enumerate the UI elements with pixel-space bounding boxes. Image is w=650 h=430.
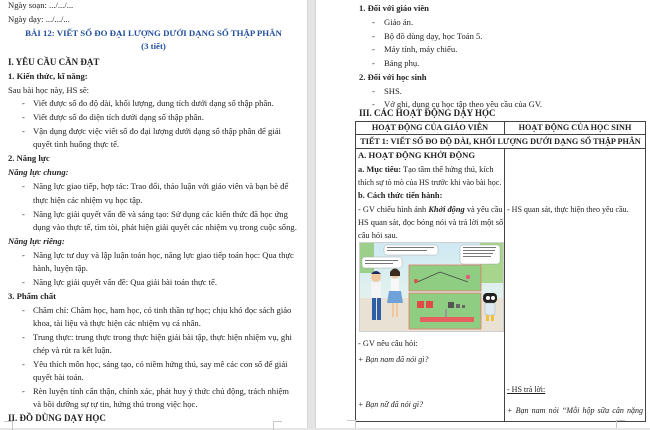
section-heading-activities: III. CÁC HOẠT ĐỘNG DẠY HỌC — [359, 108, 496, 118]
bullet-dash: - — [22, 277, 25, 287]
teacher-item: Bộ đồ dùng dạy, học Toán 5. — [384, 31, 483, 41]
specific-item: Năng lực giải quyết vấn đề: Qua giải bài toán thực tế. — [33, 277, 217, 287]
table-period-row: TIẾT 1: VIẾT SỐ ĐO ĐỘ DÀI, KHỐI LƯỢNG DƯỚI DẠNG SỐ THẬP PHÂN — [360, 137, 641, 146]
question-boy: + Bạn nam đã nói gì? — [358, 355, 429, 364]
bullet-dash: - — [22, 386, 25, 396]
goal-text: Tạo tâm thế hứng thú, kích — [401, 165, 494, 174]
question-girl: + Bạn nữ đã nói gì? — [358, 400, 424, 409]
hs-answer-boy: + Bạn nam nói “Mỗi hộp sữa cân nặng — [507, 406, 643, 415]
bullet-dash: - — [22, 359, 25, 369]
quality-item-cont: khoa, tài liệu và thực hiện các nhiệm vụ cá nhân. — [33, 318, 201, 328]
bullet-dash: - — [372, 86, 375, 96]
quality-item: Trung thực: trung thực trong thực hiện giải bài tập, thực hiện nhiệm vụ, ghi — [33, 332, 292, 342]
section-heading-materials: II. ĐỒ DÙNG DẠY HỌC — [8, 413, 106, 423]
gv-instruction-cont: HS quan sát, đọc bóng nói và trả lời một số — [358, 218, 504, 227]
teacher-item: Máy tính, máy chiếu. — [384, 44, 458, 54]
goal-text-cont: thích sự tò mò của HS trước khi vào bài học. — [358, 178, 502, 187]
hs-answer-label: - HS trả lời: — [507, 385, 546, 394]
goal-line — [358, 164, 494, 175]
knowledge-item: Vận dụng được việc viết số đo đại lượng dưới dạng số thập phân để giải — [33, 126, 281, 136]
bullet-dash: - — [22, 209, 25, 219]
competence-heading: 2. Năng lực — [8, 153, 50, 163]
quality-item-cont: và bồi dưỡng sự tự tin, hứng thú trong việc học. — [33, 399, 198, 409]
bullet-dash: - — [372, 44, 375, 54]
document-page-left — [0, 0, 307, 428]
page-margin-mark — [273, 421, 282, 430]
bullet-dash: - — [372, 17, 375, 27]
competence-item-cont: thực hiện các nhiệm vụ học tập. — [33, 195, 143, 205]
gv-instruction — [358, 204, 503, 215]
teacher-materials-heading: 1. Đối với giáo viên — [359, 3, 429, 13]
table-border — [355, 121, 356, 422]
specific-item: Năng lực tư duy và lập luận toán học, năng lực giao tiếp toán học: Qua thực — [33, 250, 294, 260]
student-item: SHS. — [384, 86, 402, 96]
bullet-dash: - — [372, 58, 375, 68]
document-page-right — [316, 0, 650, 428]
method-label: b. Cách thức tiến hành: — [358, 191, 443, 200]
activity-heading: A. HOẠT ĐỘNG KHỞI ĐỘNG — [358, 150, 476, 160]
table-header-student: HOẠT ĐỘNG CỦA HỌC SINH — [518, 123, 632, 132]
table-border — [645, 121, 646, 422]
bullet-dash: - — [22, 250, 25, 260]
bullet-dash: - — [22, 181, 25, 191]
date-prepared: Ngày soạn: .../.../... — [8, 0, 74, 10]
gv-instruction-text: - GV chiếu hình ảnh — [358, 205, 429, 214]
bullet-dash: - — [372, 31, 375, 41]
qualities-heading: 3. Phẩm chất — [8, 291, 56, 301]
gv-instruction-text: và yêu cầu — [464, 205, 503, 214]
table-header-teacher: HOẠT ĐỘNG CỦA GIÁO VIÊN — [371, 123, 489, 132]
page-gutter — [307, 0, 316, 428]
table-column-divider — [504, 148, 505, 422]
bullet-dash: - — [22, 332, 25, 342]
specific-competence-heading: Năng lực riêng: — [8, 236, 65, 246]
knowledge-item: Viết được số đo độ dài, khối lượng, dung tích dưới dạng số thập phân. — [33, 98, 274, 108]
student-materials-heading: 2. Đối với học sinh — [359, 72, 427, 82]
knowledge-heading: 1. Kiến thức, kĩ năng: — [8, 71, 88, 81]
bullet-dash: - — [22, 112, 25, 122]
student-item: Vở ghi, dụng cụ học tập theo yêu cầu của GV. — [384, 99, 543, 109]
page-margin-mark — [616, 420, 625, 428]
teacher-item: Bảng phụ. — [384, 58, 420, 68]
knowledge-intro: Sau bài học này, HS sẽ: — [8, 85, 90, 95]
quality-item-cont: chép và rút ra kết luận. — [33, 345, 112, 355]
knowledge-item: Viết được số đo diện tích dưới dạng số thập phân. — [33, 112, 204, 122]
bullet-dash: - — [372, 99, 375, 109]
teacher-item: Giáo án. — [384, 17, 414, 27]
page-margin-mark — [347, 420, 356, 428]
gv-instruction-emphasis: Khởi động — [428, 205, 465, 214]
table-border — [355, 148, 645, 149]
illustration-graphic — [360, 243, 503, 331]
gv-ask: - GV nêu câu hỏi: — [358, 339, 418, 348]
page-margin-mark — [4, 421, 13, 430]
quality-item: Chăm chỉ: Chăm học, ham học, có tinh thần tự học; chịu khó đọc sách giáo — [33, 305, 292, 315]
table-border — [355, 421, 645, 422]
quality-item: Rèn luyện tính cẩn thận, chính xác, phát huy ý thức chủ động, trách nhiệm — [33, 386, 289, 396]
khoi-dong-illustration — [359, 242, 504, 332]
goal-label: a. Mục tiêu: — [358, 165, 402, 174]
competence-item: Năng lực giao tiếp, hợp tác: Trao đổi, thảo luận với giáo viên và bạn bè để — [33, 181, 289, 191]
quality-item: Yêu thích môn học, sáng tạo, có niềm hứng thú, say mê các con số để giải — [33, 359, 288, 369]
bullet-dash: - — [22, 305, 25, 315]
bullet-dash: - — [22, 126, 25, 136]
gv-instruction-cont: câu hỏi sau. — [358, 231, 398, 240]
date-taught: Ngày dạy: .../.../... — [8, 14, 70, 24]
lesson-duration: (3 tiết) — [141, 41, 166, 51]
competence-item: Năng lực giải quyết vấn đề và sáng tạo: Sử dụng các kiến thức đã học ứng — [33, 209, 288, 219]
specific-item-cont: hành, luyện tập. — [33, 263, 88, 273]
lesson-title: BÀI 12: VIẾT SỐ ĐO ĐẠI LƯỢNG DƯỚI DẠNG SỐ THẬP PHÂN — [25, 28, 282, 38]
general-competence-heading: Năng lực chung: — [8, 167, 69, 177]
quality-item-cont: quyết bài toán. — [33, 372, 84, 382]
section-heading-requirements: I. YÊU CẦU CẦN ĐẠT — [8, 57, 100, 67]
competence-item-cont: dụng vào thực tế, tìm tòi, phát hiện giải quyết các nhiệm vụ trong cuộc sống. — [33, 222, 297, 232]
hs-observe: - HS quan sát, thực hiện theo yêu cầu. — [507, 205, 629, 214]
bullet-dash: - — [22, 98, 25, 108]
knowledge-item-cont: quyết tình huống thực tế. — [33, 139, 120, 149]
